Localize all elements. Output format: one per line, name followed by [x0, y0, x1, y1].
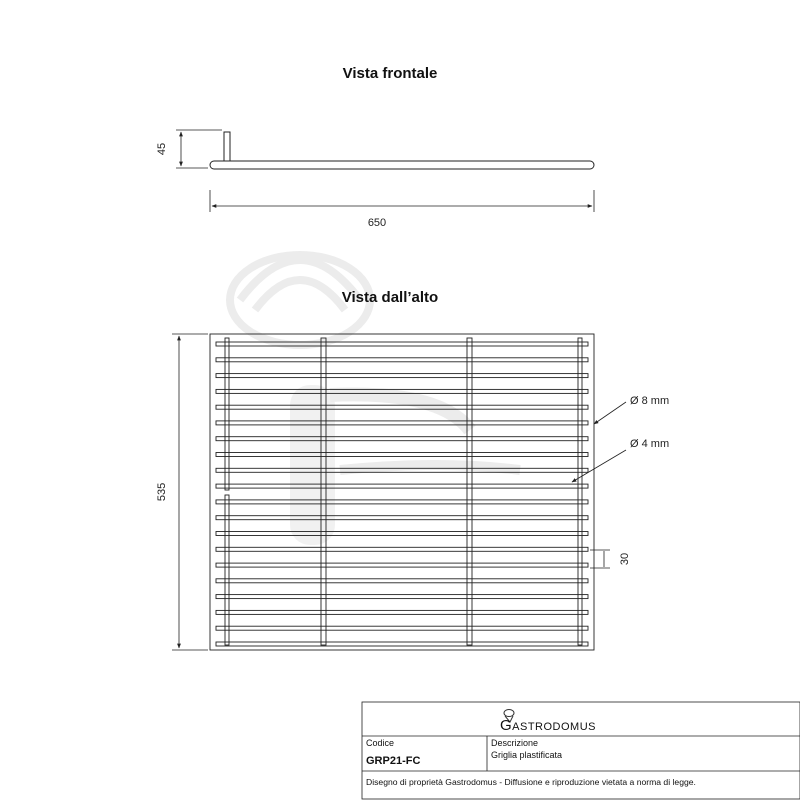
- grid-rod: [216, 358, 588, 362]
- front-height-label: 45: [156, 142, 168, 156]
- grid-rod: [216, 563, 588, 567]
- description-label: Descrizione: [491, 738, 539, 748]
- rod-spacing-label: 30: [619, 552, 631, 566]
- grid-rod: [216, 405, 588, 409]
- code-label: Codice: [366, 738, 395, 748]
- grid-rod: [216, 610, 588, 614]
- grid-rod: [216, 500, 588, 504]
- grid-rod: [216, 421, 588, 425]
- front-width-dimension: [210, 190, 594, 212]
- grid-rod: [216, 547, 588, 551]
- grid-rod: [216, 453, 588, 457]
- grid-rod: [216, 374, 588, 378]
- front-view-title: Vista frontale: [342, 65, 438, 82]
- grid-rod: [216, 626, 588, 630]
- rod-spacing-dimension: [590, 550, 610, 568]
- code-value: GRP21-FC: [366, 755, 421, 767]
- front-height-dimension: [176, 130, 222, 168]
- grid-rod: [216, 595, 588, 599]
- inner-diameter-label: Ø 4 mm: [630, 438, 670, 450]
- grid-rod: [216, 516, 588, 520]
- grid-rod: [216, 484, 588, 488]
- top-height-dimension: [172, 334, 208, 650]
- outer-diameter-leader: [594, 402, 626, 424]
- inner-diameter-leader: [572, 450, 626, 482]
- description-value: Griglia plastificata: [491, 750, 563, 760]
- top-height-label: 535: [156, 482, 168, 502]
- top-view-title: Vista dall’alto: [341, 289, 439, 306]
- grid-rod: [216, 437, 588, 441]
- outer-diameter-label: Ø 8 mm: [630, 395, 670, 407]
- front-view-grid: [210, 132, 594, 169]
- footer-notice: Disegno di proprietà Gastrodomus - Diffusione e riproduzione vietata a norma di legge.: [366, 777, 696, 787]
- grid-rod: [216, 532, 588, 536]
- grid-rods: [216, 342, 588, 646]
- grid-rod: [216, 642, 588, 646]
- top-view-grid: [210, 334, 594, 650]
- grid-rod: [216, 579, 588, 583]
- front-width-label: 650: [367, 217, 387, 229]
- brand-name: Gastrodomus: [500, 717, 597, 734]
